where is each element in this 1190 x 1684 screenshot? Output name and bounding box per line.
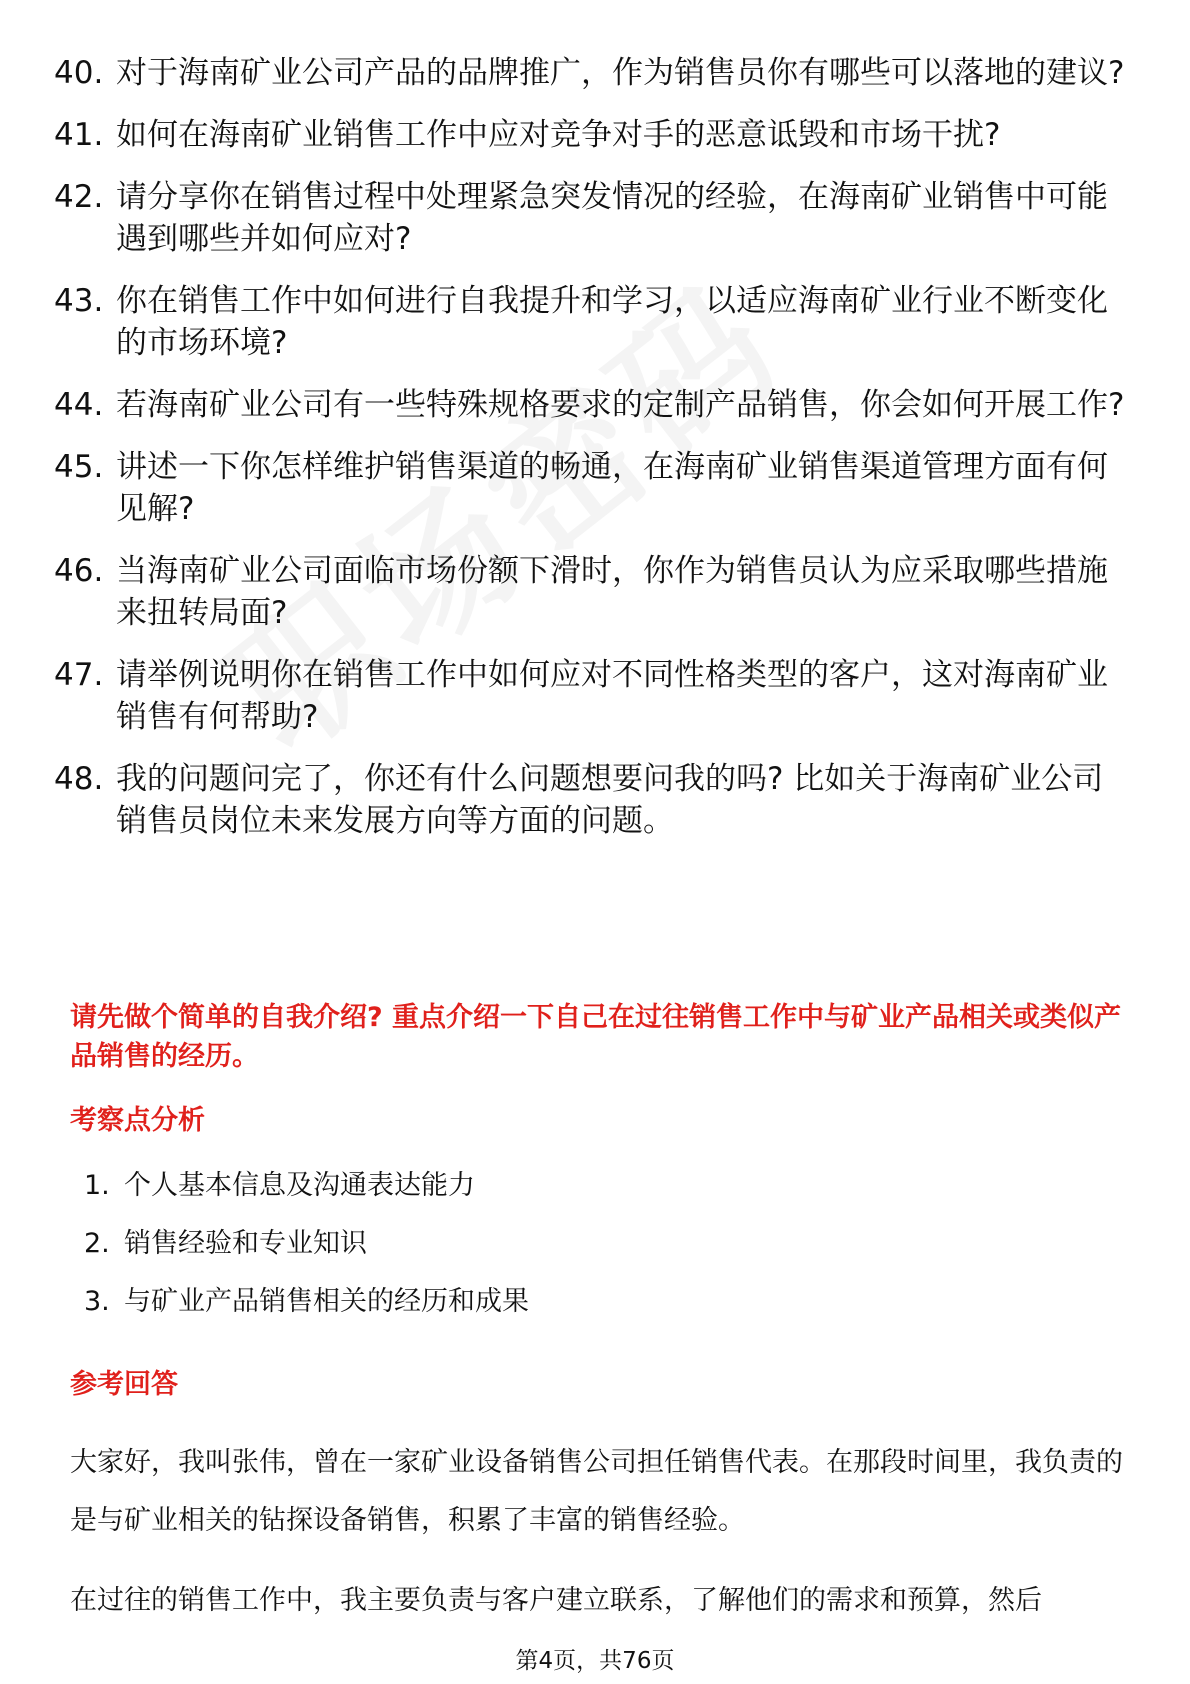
analysis-text: 与矿业产品销售相关的经历和成果 xyxy=(124,1286,529,1317)
question-item xyxy=(54,280,1134,364)
page-footer: 第4页，共76页 xyxy=(515,1648,675,1674)
analysis-list xyxy=(84,1168,529,1342)
question-text: 如何在海南矿业销售工作中应对竞争对手的恶意诋毁和市场干扰? xyxy=(116,117,1001,153)
analysis-item xyxy=(84,1284,529,1320)
analysis-item xyxy=(84,1168,529,1204)
question-item xyxy=(54,758,1134,842)
analysis-text: 个人基本信息及沟通表达能力 xyxy=(124,1170,475,1201)
question-text: 当海南矿业公司面临市场份额下滑时，你作为销售员认为应采取哪些措施来扭转局面? xyxy=(116,553,1108,631)
analysis-number: 3. xyxy=(84,1286,110,1317)
question-number: 40. xyxy=(54,55,104,91)
question-text: 对于海南矿业公司产品的品牌推广，作为销售员你有哪些可以落地的建议? xyxy=(116,55,1125,91)
answer-title: 参考回答 xyxy=(70,1369,178,1400)
question-item xyxy=(54,654,1134,738)
analysis-number: 1. xyxy=(84,1170,110,1201)
question-text: 讲述一下你怎样维护销售渠道的畅通，在海南矿业销售渠道管理方面有何见解? xyxy=(116,449,1108,527)
question-number: 48. xyxy=(54,761,104,797)
question-text: 你在销售工作中如何进行自我提升和学习，以适应海南矿业行业不断变化的市场环境? xyxy=(116,283,1108,361)
answer-paragraph: 在过往的销售工作中，我主要负责与客户建立联系，了解他们的需求和预算，然后 xyxy=(70,1585,1042,1616)
question-text: 请举例说明你在销售工作中如何应对不同性格类型的客户，这对海南矿业销售有何帮助? xyxy=(116,657,1108,735)
question-item xyxy=(54,114,1134,156)
question-item xyxy=(54,52,1134,94)
question-text: 请分享你在销售过程中处理紧急突发情况的经验，在海南矿业销售中可能遇到哪些并如何应对? xyxy=(116,179,1108,257)
question-item xyxy=(54,550,1134,634)
analysis-text: 销售经验和专业知识 xyxy=(124,1228,367,1259)
question-number: 47. xyxy=(54,657,104,693)
question-list xyxy=(54,52,1134,862)
question-number: 43. xyxy=(54,283,104,319)
question-item xyxy=(54,446,1134,530)
question-text: 若海南矿业公司有一些特殊规格要求的定制产品销售，你会如何开展工作? xyxy=(116,387,1125,423)
question-item xyxy=(54,384,1134,426)
question-number: 46. xyxy=(54,553,104,589)
analysis-item xyxy=(84,1226,529,1262)
featured-question: 请先做个简单的自我介绍? 重点介绍一下自己在过往销售工作中与矿业产品相关或类似产品销售的经历。 xyxy=(70,1002,1122,1072)
question-item xyxy=(54,176,1134,260)
question-text: 我的问题问完了，你还有什么问题想要问我的吗? 比如关于海南矿业公司销售员岗位未来发展方向等方面的问题。 xyxy=(116,761,1104,839)
question-number: 44. xyxy=(54,387,104,423)
question-number: 41. xyxy=(54,117,104,153)
question-number: 45. xyxy=(54,449,104,485)
question-number: 42. xyxy=(54,179,104,215)
analysis-number: 2. xyxy=(84,1228,110,1259)
analysis-title: 考察点分析 xyxy=(70,1105,205,1136)
answer-paragraph: 大家好，我叫张伟，曾在一家矿业设备销售公司担任销售代表。在那段时间里，我负责的是与矿业相关的钻探设备销售，积累了丰富的销售经验。 xyxy=(70,1447,1123,1536)
